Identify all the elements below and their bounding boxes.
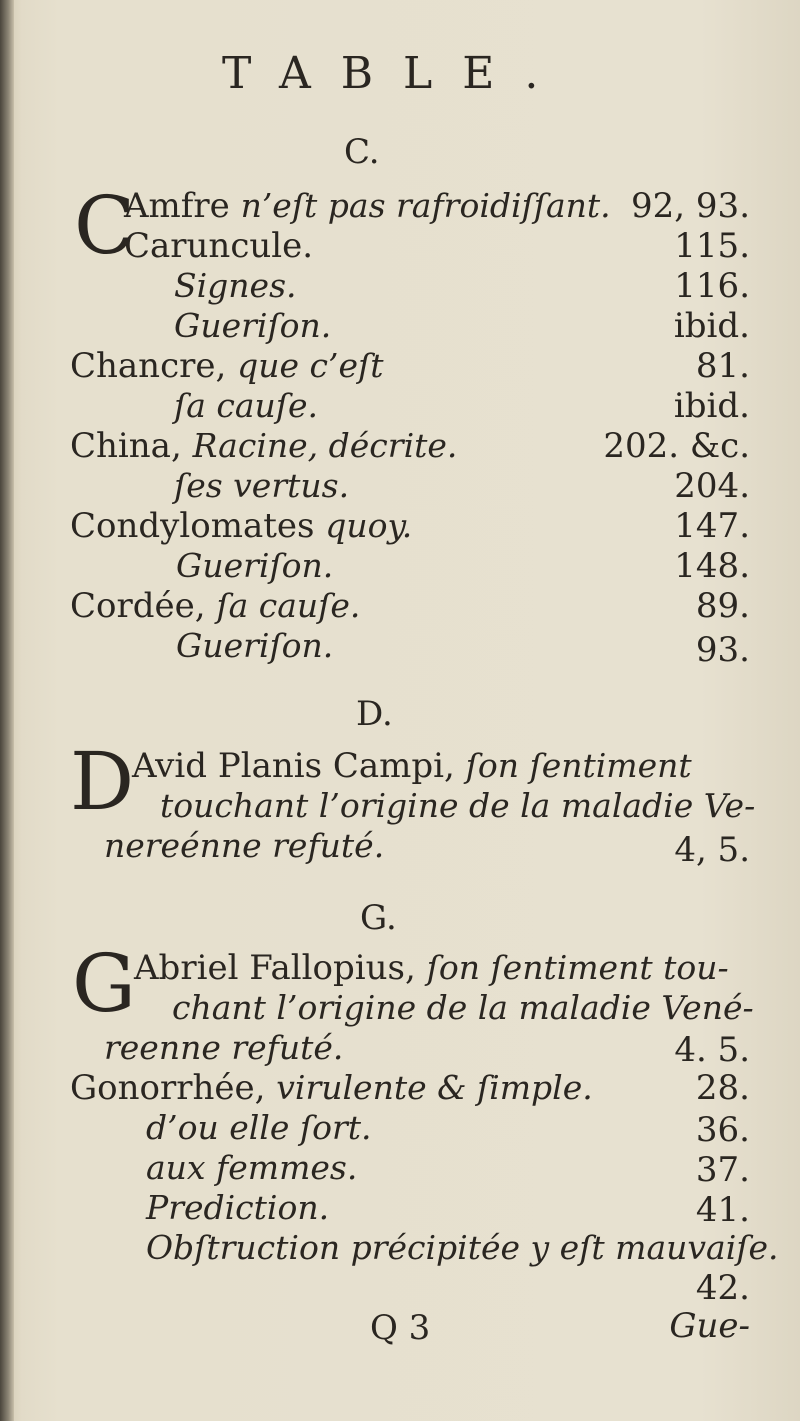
entry-italic: ſon ſentiment tou- [426,948,729,987]
drop-initial-d: D [70,735,135,828]
entry-lead: Condylomates [70,506,326,546]
index-entry-text [132,746,692,786]
entry-italic: n’eſt pas rafroidiſſant. [240,186,611,225]
index-entry-text [134,948,729,988]
entry-lead: Chancre, [70,346,238,386]
page-reference: 36. [695,1110,750,1150]
page-reference: 37. [695,1150,750,1190]
page-reference: 93. [695,630,750,670]
page-reference: 147. [674,506,750,546]
index-entry-text: Gueriſon. [176,626,334,665]
index-entry-text: aux femmes. [146,1148,358,1187]
entry-italic: virulente & ſimple. [276,1068,593,1107]
page-reference: 4. 5. [674,1030,750,1070]
index-entry-text: Obſtruction précipitée y eſt mauvaiſe. [146,1228,779,1267]
index-entry-text [70,346,384,386]
page-reference: 41. [695,1190,750,1230]
index-entry-text: Prediction. [146,1188,330,1227]
index-entry-text [70,506,412,546]
entry-lead: Gonorrhée, [70,1068,277,1108]
index-entry-text [70,426,457,466]
index-entry-text [124,186,611,226]
index-entry-text: d’ou elle ſort. [146,1108,372,1147]
index-entry-text: ſa cauſe. [174,386,319,425]
drop-initial-g: G [72,937,136,1030]
page-reference: 92, 93. [631,186,750,226]
index-entry-text: Signes. [174,266,297,305]
index-entry-text: Gueriſon. [176,546,334,585]
index-entry-continuation: nereénne refuté. [104,826,385,865]
page-reference: 42. [695,1268,750,1308]
entry-lead: Amfre [124,186,241,226]
page-title: TABLE. [222,48,569,99]
entry-lead: Cordée, [70,586,217,626]
index-entry-continuation: touchant l’origine de la maladie Ve- [160,786,756,825]
page-reference: ibid. [673,306,750,346]
page-reference: 204. [674,466,750,506]
entry-italic: Racine, décrite. [192,426,458,465]
page-reference: 115. [674,226,750,266]
section-heading-g: G. [360,898,397,938]
book-spine [0,0,14,1421]
signature-mark: Q 3 [370,1308,431,1348]
entry-italic: quoy. [325,506,413,545]
entry-italic: ſon ſentiment [465,746,692,785]
section-heading-c: C. [344,132,380,172]
page-reference: 116. [674,266,750,306]
index-entry-text: Caruncule. [124,226,314,266]
index-entry-text [70,586,360,626]
entry-lead: Abriel Fallopius, [134,948,427,988]
index-entry-text: Gueriſon. [174,306,332,345]
page-reference: 4, 5. [674,830,750,870]
index-entry-text: ſes vertus. [174,466,350,505]
entry-italic: ſa cauſe. [216,586,361,625]
page-reference: ibid. [673,386,750,426]
page-reference: 89. [695,586,750,626]
index-entry-text [70,1068,593,1108]
catchword: Gue- [669,1306,750,1346]
page-reference: 202. &c. [603,426,750,466]
index-entry-continuation: reenne refuté. [104,1028,344,1067]
page-reference: 28. [695,1068,750,1108]
index-entry-continuation: chant l’origine de la maladie Vené- [172,988,754,1027]
section-heading-d: D. [356,694,393,734]
page-reference: 81. [695,346,750,386]
page-reference: 148. [674,546,750,586]
entry-italic: que c’eſt [237,346,384,385]
entry-lead: Avid Planis Campi, [132,746,466,786]
entry-lead: China, [70,426,193,466]
drop-initial-c: C [74,179,136,272]
